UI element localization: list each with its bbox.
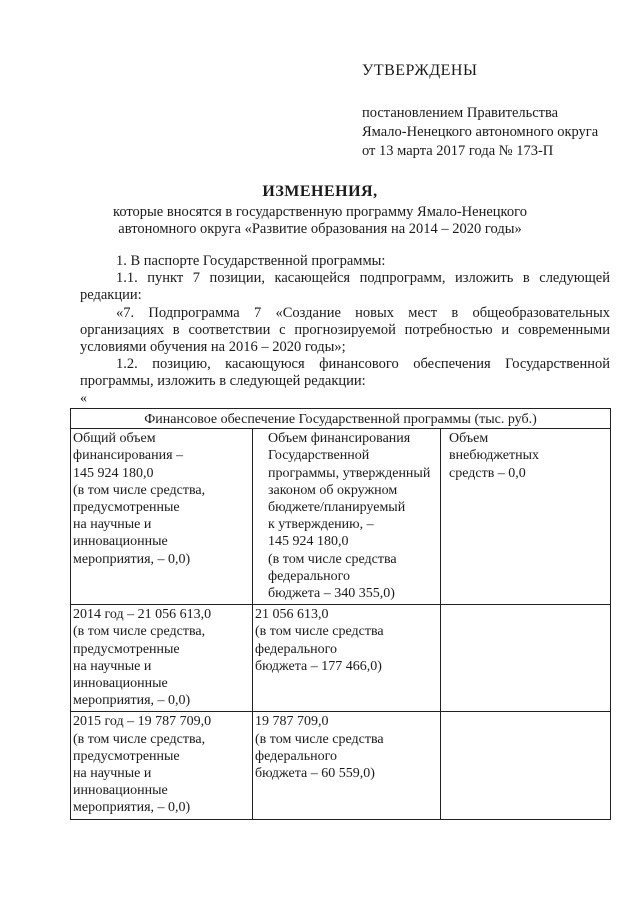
cell-line: инновационные (73, 783, 168, 799)
cell-line: мероприятия, – 0,0) (73, 693, 191, 709)
cell-line: инновационные (73, 676, 168, 692)
paragraph: 1.2. позицию, касающуюся финансового обеспечения Государственной программы, изложить в следующей редакции: (80, 356, 610, 390)
cell-line: предусмотренные (73, 641, 180, 657)
table-row (71, 429, 611, 605)
cell-line: (в том числе средства, (73, 624, 206, 640)
cell-line: бюджета – 177 466,0) (255, 658, 382, 674)
cell-line: инновационные (73, 534, 168, 550)
cell-line: предусмотренные (73, 748, 180, 764)
cell-line: (в том числе средства (255, 624, 384, 640)
cell-line: федерального (255, 748, 338, 764)
cell-extrabudget (441, 429, 611, 605)
cell-line: федерального (255, 641, 338, 657)
cell-line: внебюджетных (449, 448, 540, 464)
paragraph: 1. В паспорте Государственной программы: (116, 253, 386, 269)
cell-line: Объем (449, 431, 489, 447)
cell-line: бюджета – 60 559,0) (255, 766, 375, 782)
cell-total (71, 712, 253, 819)
paragraph: 1.1. пункт 7 позиции, касающейся подпрограмм, изложить в следующей редакции: (80, 270, 610, 304)
financing-table (70, 408, 611, 820)
document-subtitle (0, 204, 640, 238)
table-caption: Финансовое обеспечение Государственной программы (тыс. руб.) (71, 409, 611, 429)
cell-line: Объем финансирования (268, 431, 411, 447)
cell-budget (253, 712, 441, 819)
cell-line: на научные и (73, 658, 152, 674)
cell-line: мероприятия, – 0,0) (73, 800, 191, 816)
cell-line: федерального (268, 568, 351, 584)
cell-budget (253, 429, 441, 605)
cell-line: 19 787 709,0 (255, 714, 329, 730)
paragraph: «7. Подпрограмма 7 «Создание новых мест в общеобразовательных организациях в соответствии с прогнозируемой потребностью и современными условиями обучения на 2016 – 2020 годы»; (80, 304, 610, 356)
cell-line: 2014 год – 21 056 613,0 (73, 607, 212, 623)
cell-budget (253, 605, 441, 712)
quote-open-mark: « (80, 391, 87, 406)
cell-line: на научные и (73, 517, 152, 533)
cell-line: программы, утвержденный (268, 465, 431, 481)
cell-line: Государственной (268, 448, 370, 464)
approval-heading: УТВЕРЖДЕНЫ (362, 62, 478, 79)
document-body (80, 253, 610, 391)
approval-line: от 13 марта 2017 года № 173-П (362, 143, 554, 159)
cell-line: 145 924 180,0 (268, 534, 349, 550)
cell-line: Общий объем (73, 431, 156, 447)
cell-line: 145 924 180,0 (73, 465, 154, 481)
cell-line: (в том числе средства, (73, 731, 206, 747)
approval-line: постановлением Правительства (362, 105, 559, 121)
subtitle-line: которые вносятся в государственную программу Ямало-Ненецкого (113, 204, 527, 220)
cell-line: предусмотренные (73, 500, 180, 516)
approval-block (362, 62, 598, 161)
cell-line: (в том числе средства, (73, 482, 206, 498)
cell-line: к утверждению, – (268, 517, 374, 533)
cell-line: средств – 0,0 (449, 465, 526, 481)
cell-line: (в том числе средства (268, 551, 397, 567)
cell-line: мероприятия, – 0,0) (73, 551, 191, 567)
cell-total (71, 605, 253, 712)
cell-line: бюджете/планируемый (268, 500, 406, 516)
document-title: ИЗМЕНЕНИЯ, (262, 183, 378, 200)
table-row (71, 712, 611, 819)
cell-extrabudget (441, 712, 611, 819)
cell-line: законом об окружном (268, 482, 398, 498)
table-row (71, 605, 611, 712)
cell-line: 2015 год – 19 787 709,0 (73, 714, 212, 730)
cell-line: (в том числе средства (255, 731, 384, 747)
approval-line: Ямало-Ненецкого автономного округа (362, 124, 599, 140)
cell-extrabudget (441, 605, 611, 712)
cell-line: 21 056 613,0 (255, 607, 329, 623)
cell-line: бюджета – 340 355,0) (268, 586, 395, 602)
cell-total (71, 429, 253, 605)
cell-line: на научные и (73, 766, 152, 782)
subtitle-line: автономного округа «Развитие образования на 2014 – 2020 годы» (118, 221, 522, 237)
cell-line: финансирования – (73, 448, 184, 464)
